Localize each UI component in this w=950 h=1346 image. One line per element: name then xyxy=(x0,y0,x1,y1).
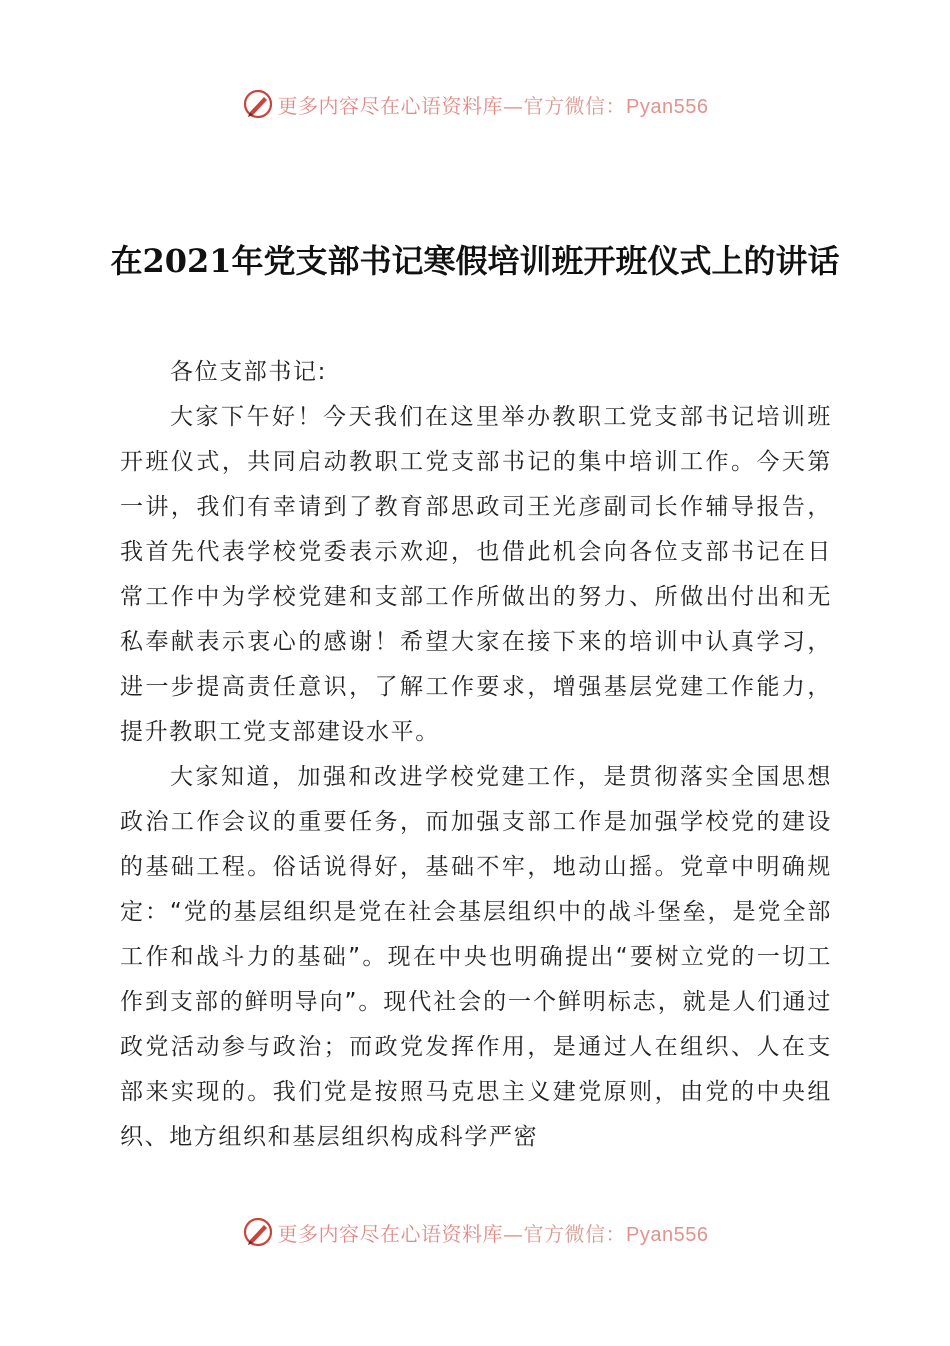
watermark-main: 更多内容尽在心语资料库 xyxy=(277,1221,504,1246)
watermark-wechat-id: Pyan556 xyxy=(626,95,709,118)
header-watermark-banner xyxy=(0,84,950,124)
footer-watermark-banner xyxy=(0,1212,950,1252)
watermark-wechat-label: 官方微信： xyxy=(523,93,627,118)
pen-logo-icon xyxy=(242,88,274,120)
body-paragraph: 大家知道，加强和改进学校党建工作，是贯彻落实全国思想政治工作会议的重要任务，而加强支部工作是加强学校党的建设的基础工程。俗话说得好，基础不牢，地动山摇。党章中明确规定：“党的基层组织是党在社会基层组织中的战斗堡垒，是党全部工作和战斗力的基础”。现在中央也明确提出“要树立党的一切工作到支部的鲜明导向”。现代社会的一个鲜明标志，就是人们通过政党活动参与政治；而政党发挥作用，是通过人在组织、人在支部来实现的。我们党是按照马克思主义建党原则，由党的中央组织、地方组织和基层组织构成科学严密 xyxy=(120,764,832,1150)
watermark-dash: — xyxy=(503,93,524,118)
body-paragraph: 大家下午好！今天我们在这里举办教职工党支部书记培训班开班仪式，共同启动教职工党支部书记的集中培训工作。今天第一讲，我们有幸请到了教育部思政司王光彦副司长作辅导报告，我首先代表学校党委表示欢迎，也借此机会向各位支部书记在日常工作中为学校党建和支部工作所做出的努力、所做出付出和无私奉献表示衷心的感谢！希望大家在接下来的培训中认真学习，进一步提高责任意识，了解工作要求，增强基层党建工作能力，提升教职工党支部建设水平。 xyxy=(120,404,832,745)
pen-logo-icon xyxy=(242,1216,274,1248)
document-title: 在2021年党支部书记寒假培训班开班仪式上的讲话 xyxy=(110,242,840,280)
watermark-wechat-id: Pyan556 xyxy=(626,1223,709,1246)
watermark-text xyxy=(278,1218,709,1247)
watermark-text xyxy=(278,90,709,119)
document-body xyxy=(120,350,832,1160)
watermark-wechat-label: 官方微信： xyxy=(523,1221,627,1246)
watermark-dash: — xyxy=(503,1221,524,1246)
watermark-main: 更多内容尽在心语资料库 xyxy=(277,93,504,118)
salutation: 各位支部书记: xyxy=(170,359,327,385)
